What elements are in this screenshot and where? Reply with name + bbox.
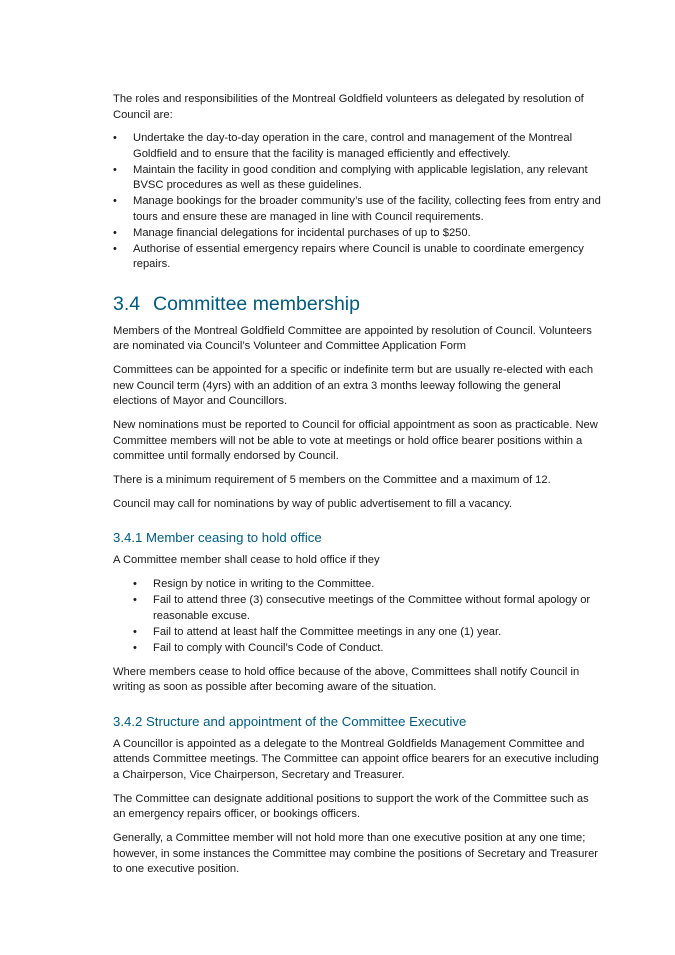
list-item: • Fail to attend three (3) consecutive meetings of the Committee without formal apology or reasonable excuse. [133,593,603,624]
paragraph: A Committee member shall cease to hold office if they [113,554,380,567]
list-item: • Authorise of essential emergency repairs where Council is unable to coordinate emergency repairs. [113,242,603,273]
list-item: • Manage financial delegations for incidental purchases of up to $250. [113,226,603,242]
paragraph: Where members cease to hold office because of the above, Committees shall notify Council in writing as soon as possible after becoming aware of the situation. [113,665,580,694]
section-heading-3-4 [113,293,603,315]
paragraph: There is a minimum requirement of 5 members on the Committee and a maximum of 12. [113,474,551,487]
roles-list [113,131,603,273]
paragraph: Generally, a Committee member will not hold more than one executive position at any one time; however, in some instances the Committee may combine the positions of Secretary and Treasurer to one executive position. [113,832,599,876]
paragraph: New nominations must be reported to Council for official appointment as soon as practicable. New Committee members will not be able to vote at meetings or hold office bearer positions within a committee until formally endorsed by Council. [113,419,598,463]
list-item: • Fail to comply with Council’s Code of Conduct. [133,641,603,657]
page-content [113,92,603,886]
section-number: 3.4 [113,292,141,315]
paragraph: Members of the Montreal Goldfield Committee are appointed by resolution of Council. Volunteers are nominated via Council’s Volunteer and Committee Application Form [113,324,592,353]
list-item: • Maintain the facility in good condition and complying with applicable legislation, any relevant BVSC procedures as well as these guidelines. [113,163,603,194]
paragraph: Council may call for nominations by way of public advertisement to fill a vacancy. [113,497,512,510]
paragraph: A Councillor is appointed as a delegate to the Montreal Goldfields Management Committee and attends Committee meetings. The Committee can appoint office bearers for an executive including a Chairperson, Vice Chairperson, Secretary and Treasurer. [113,737,599,782]
subsection-heading-3-4-1: 3.4.1 Member ceasing to hold office [113,530,322,546]
ceasing-office-list [133,577,603,656]
list-item: • Resign by notice in writing to the Committee. [133,577,603,593]
paragraph: Committees can be appointed for a specific or indefinite term but are usually re-elected with each new Council term (4yrs) with an addition of an extra 3 months leeway following the general elections of Mayor and Councillors. [113,364,594,408]
section-title: Committee membership [153,292,360,315]
subsection-heading-3-4-2: 3.4.2 Structure and appointment of the Committee Executive [113,713,467,729]
list-item: • Undertake the day-to-day operation in the care, control and management of the Montreal Goldfield and to ensure that the facility is managed efficiently and effectively. [113,131,603,162]
intro-paragraph: The roles and responsibilities of the Montreal Goldfield volunteers as delegated by resolution of Council are: [113,93,584,121]
paragraph: The Committee can designate additional positions to support the work of the Committee such as an emergency repairs officer, or bookings officers. [113,792,589,821]
list-item: • Fail to attend at least half the Committee meetings in any one (1) year. [133,625,603,641]
list-item: • Manage bookings for the broader community’s use of the facility, collecting fees from entry and tours and ensure these are managed in line with Council requirements. [113,194,603,225]
